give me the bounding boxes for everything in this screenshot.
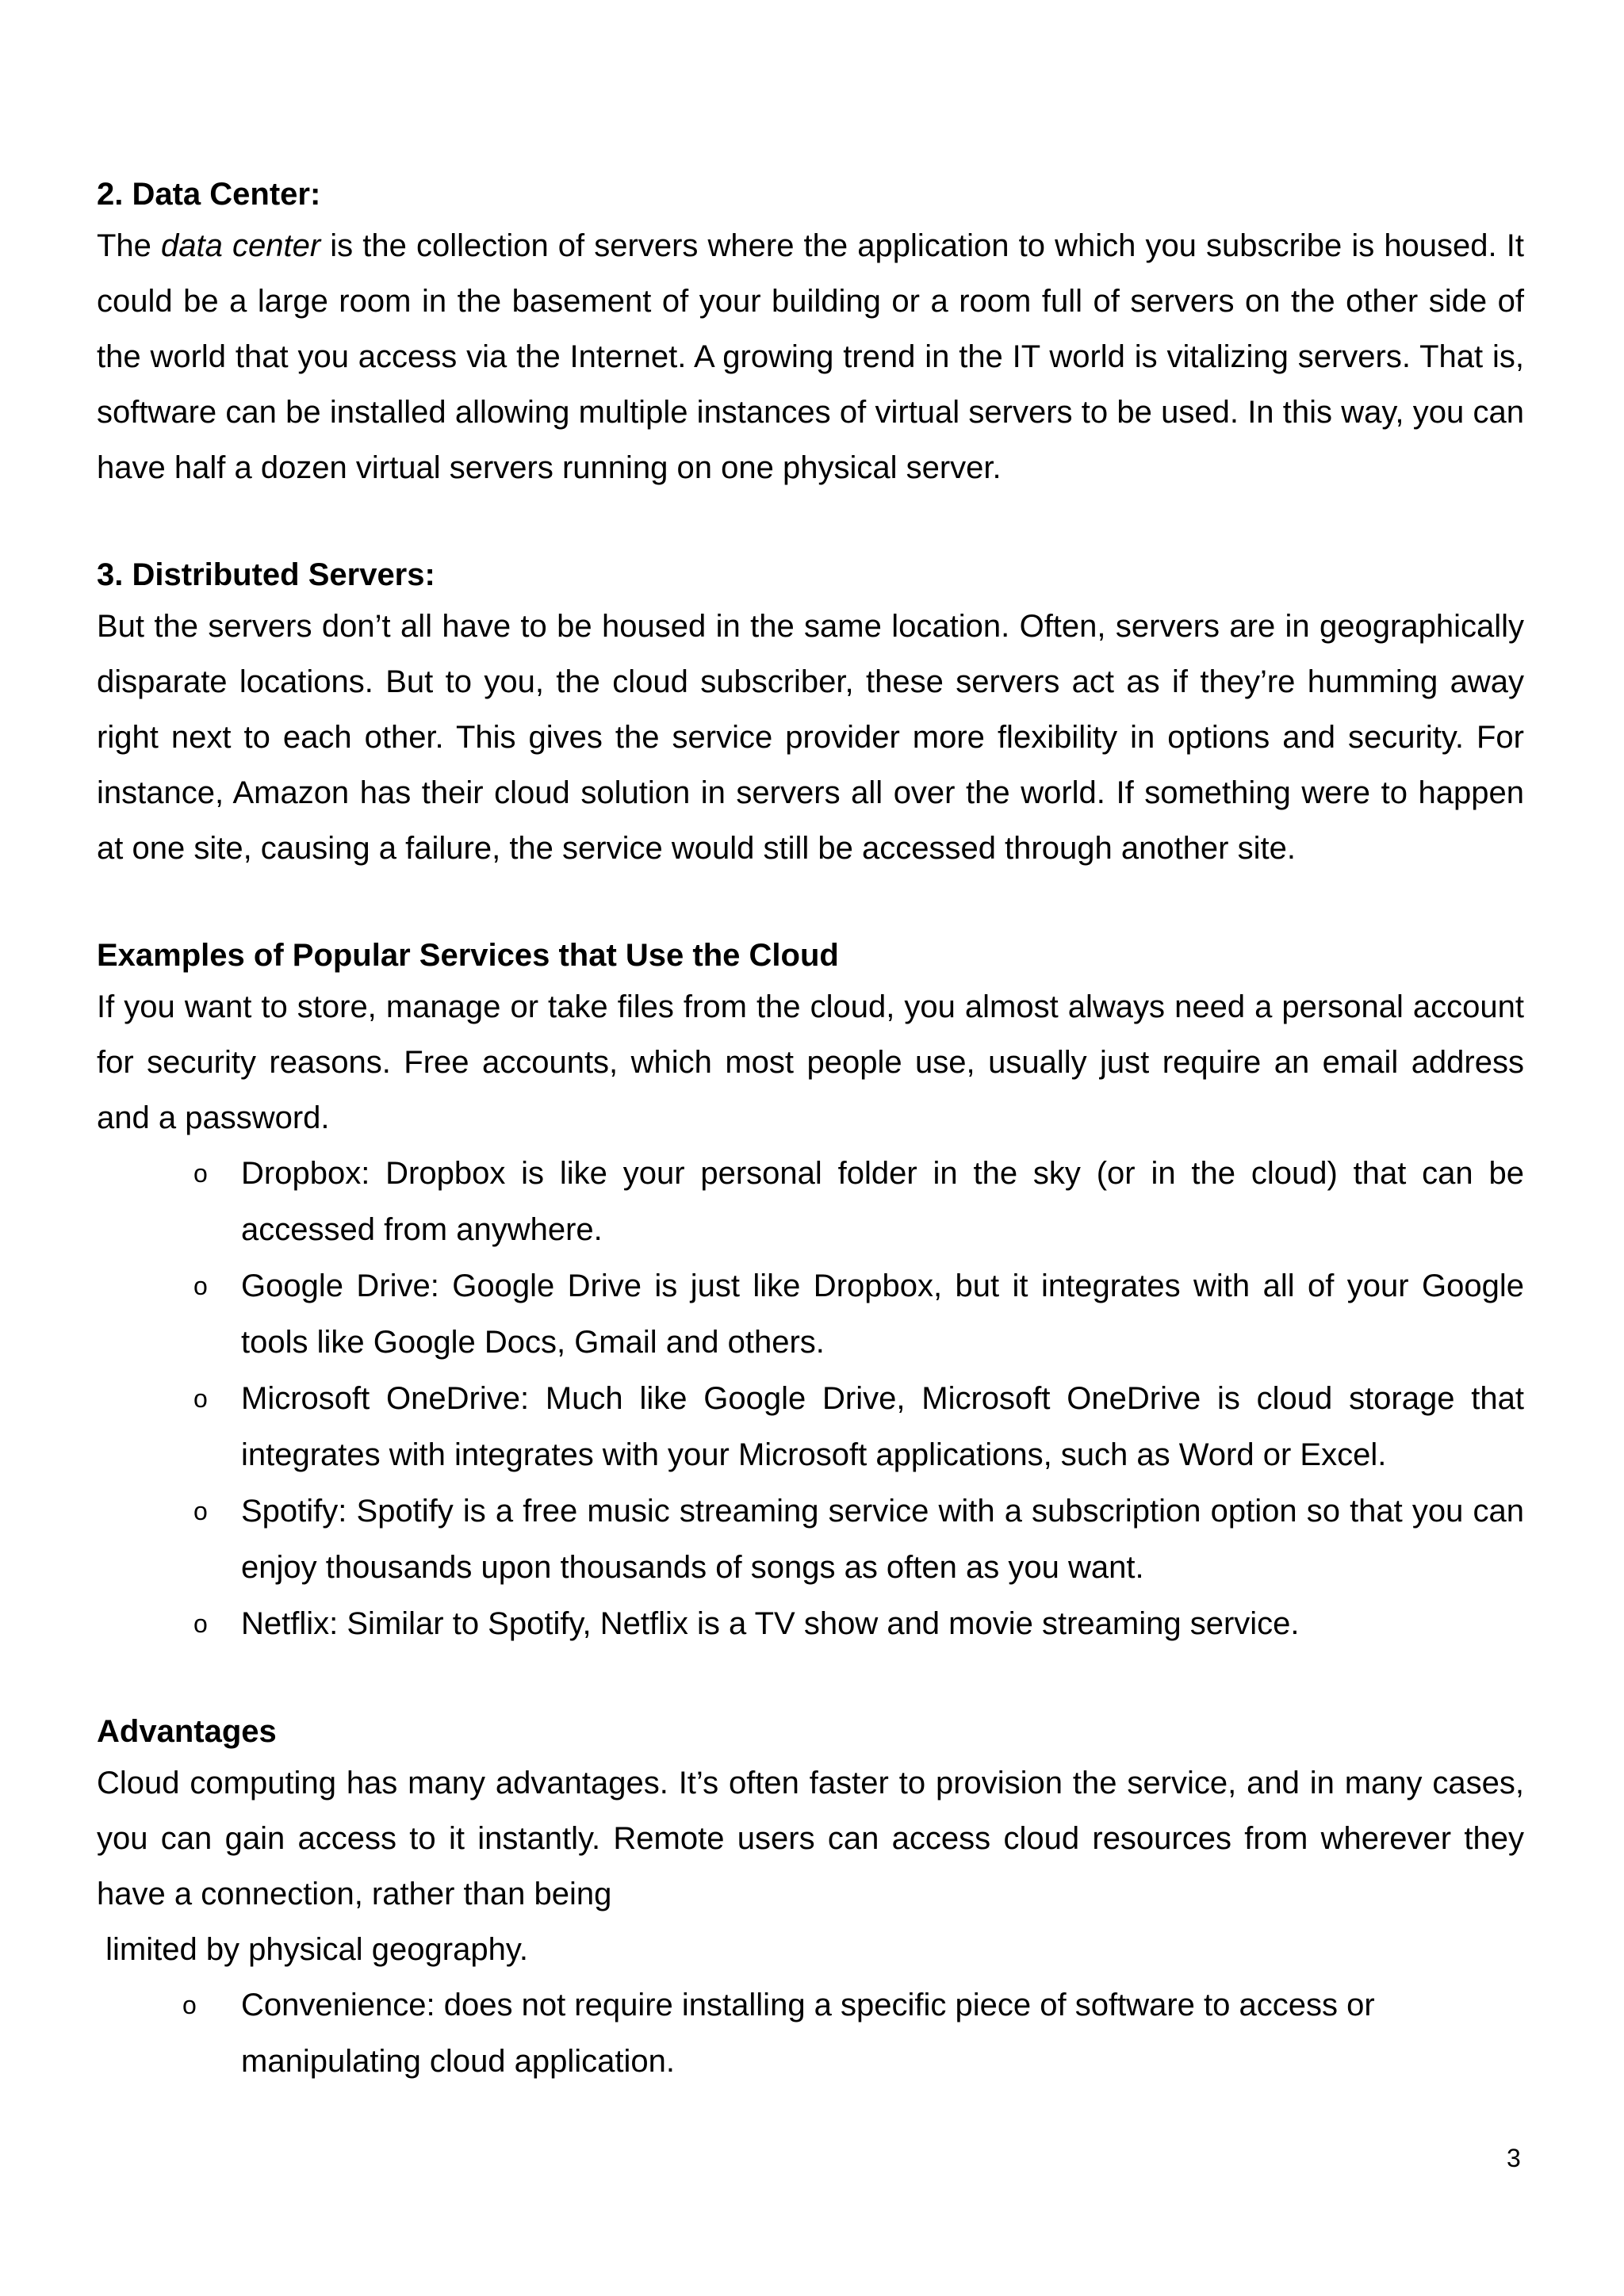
bullet-marker: o: [193, 1272, 208, 1300]
advantages-bullet-list: [97, 1977, 1524, 2090]
list-item-text: Netflix: Similar to Spotify, Netflix is a TV show and movie streaming service.: [241, 1606, 1300, 1641]
list-item-google-drive: [97, 1258, 1524, 1371]
list-item-text: Microsoft OneDrive: Much like Google Drive, Microsoft OneDrive is cloud storage that integrates with integrates with your Microsoft applications, such as Word or Excel.: [241, 1381, 1524, 1472]
bullet-marker: o: [193, 1497, 208, 1525]
data-center-paragraph: [97, 218, 1524, 496]
advantages-paragraph: Cloud computing has many advantages. It’s often faster to provision the service, and in many cases, you can gain access to it instantly. Remote users can access cloud resources from wherever they have a connection, rather than being: [97, 1766, 1524, 1911]
section-spacer: [97, 1652, 1524, 1708]
section-heading-distributed-servers: 3. Distributed Servers:: [97, 557, 435, 592]
data-center-intro-prefix: The: [97, 228, 162, 263]
page-number: 3: [1507, 2144, 1521, 2172]
section-spacer: [97, 496, 1524, 551]
section-heading-examples: Examples of Popular Services that Use the Cloud: [97, 938, 839, 973]
list-item-dropbox: [97, 1146, 1524, 1258]
list-item-text: Convenience: does not require installing a specific piece of software to access or manipulating cloud application.: [241, 1988, 1375, 2079]
distributed-servers-paragraph: But the servers don’t all have to be housed in the same location. Often, servers are in geographically disparate locations. But to you, the cloud subscriber, these servers act as if they’re humming away right next to each other. This gives the service provider more flexibility in options and security. For instance, Amazon has their cloud solution in servers all over the world. If something were to happen at one site, causing a failure, the service would still be accessed through another site.: [97, 609, 1524, 866]
list-item-convenience: [97, 1977, 1524, 2090]
list-item-netflix: [97, 1596, 1524, 1652]
document-page: [97, 170, 1524, 2090]
list-item-text: Dropbox: Dropbox is like your personal folder in the sky (or in the cloud) that can be accessed from anywhere.: [241, 1156, 1524, 1247]
list-item-onedrive: [97, 1371, 1524, 1483]
section-heading-data-center: 2. Data Center:: [97, 177, 321, 212]
bullet-marker: o: [193, 1384, 208, 1413]
examples-paragraph: If you want to store, manage or take files from the cloud, you almost always need a personal account for security reasons. Free accounts, which most people use, usually just require an email address and a password.: [97, 989, 1524, 1135]
data-center-term: data center: [161, 228, 321, 263]
list-item-text: Google Drive: Google Drive is just like Dropbox, but it integrates with all of your Google tools like Google Docs, Gmail and others.: [241, 1269, 1524, 1360]
advantages-paragraph-continued: limited by physical geography.: [97, 1932, 528, 1967]
data-center-body: is the collection of servers where the application to which you subscribe is housed. It could be a large room in the basement of your building or a room full of servers on the other side of the world that you access via the Internet. A growing trend in the IT world is vitalizing servers. That is, software can be installed allowing multiple instances of virtual servers to be used. In this way, you can have half a dozen virtual servers running on one physical server.: [97, 228, 1524, 485]
section-spacer: [97, 876, 1524, 932]
list-item-text: Spotify: Spotify is a free music streaming service with a subscription option so that you can enjoy thousands upon thousands of songs as often as you want.: [241, 1494, 1524, 1585]
list-item-spotify: [97, 1483, 1524, 1596]
bullet-marker: o: [193, 1609, 208, 1638]
bullet-marker: o: [182, 1991, 197, 2019]
section-heading-advantages: Advantages: [97, 1714, 277, 1749]
bullet-marker: o: [193, 1159, 208, 1188]
examples-bullet-list: [97, 1146, 1524, 1652]
